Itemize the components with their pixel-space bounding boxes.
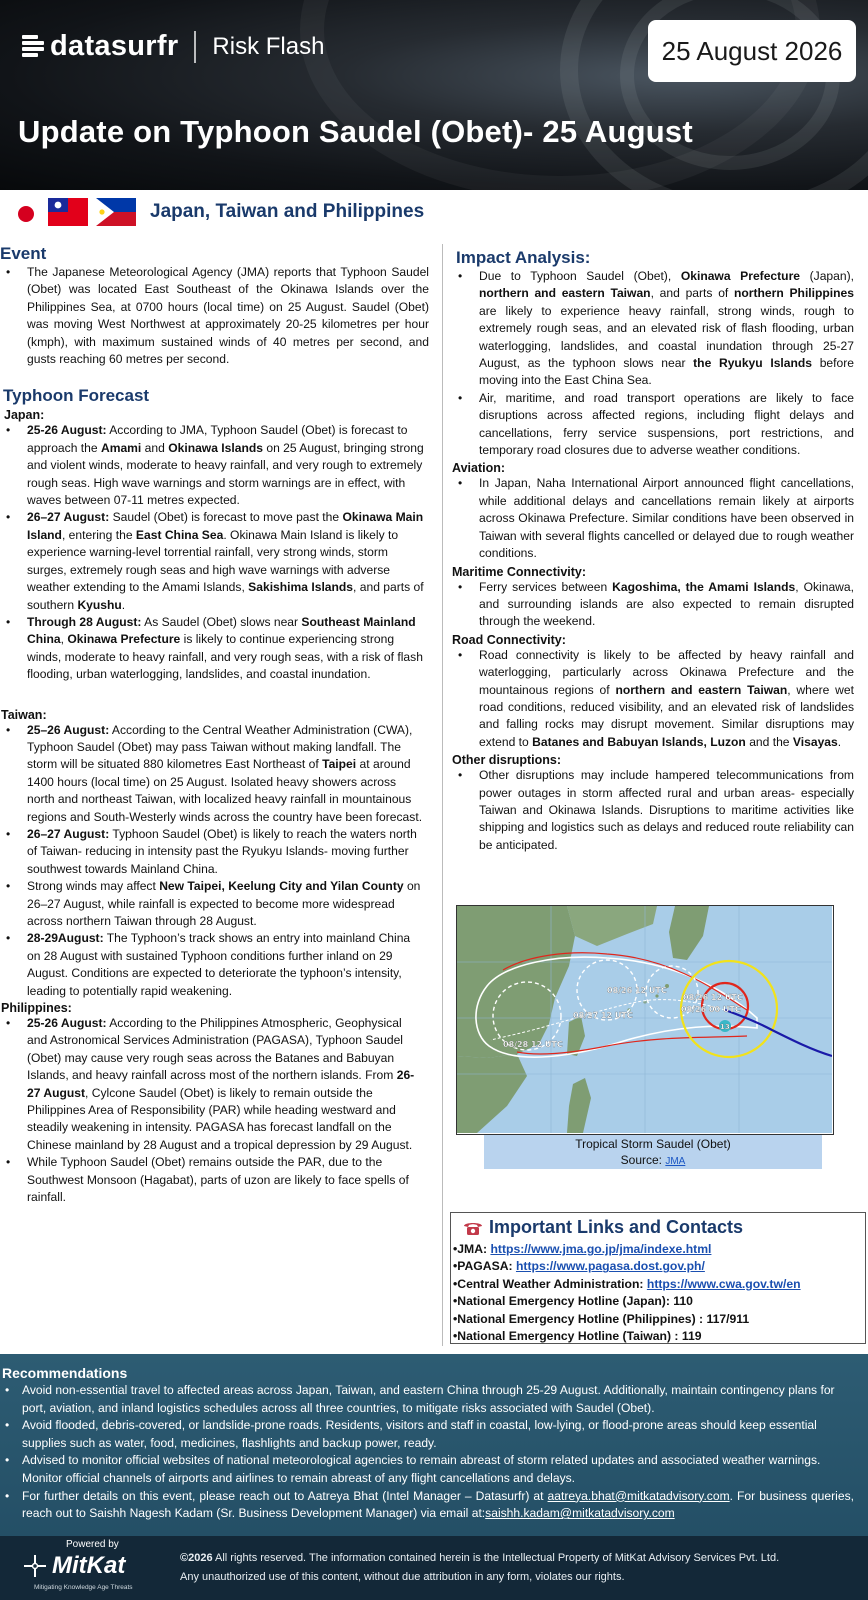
- taiwan-forecast-list: [0, 722, 435, 1001]
- philippines-label: Philippines:: [1, 1001, 72, 1016]
- list-item: • Through 28 August: As Saudel (Obet) slows near Southeast Mainland China, Okinawa Prefecture is likely to continue experiencing strong winds, moderate to heavy rainfall, and very rough seas, with a risk of flash flooding, urban waterlogging, landslides, and coastal inundation.: [0, 614, 425, 684]
- japan-flag-icon: [14, 201, 40, 223]
- link-item-jma: •JMA: https://www.jma.go.jp/jma/indexe.html: [453, 1242, 712, 1256]
- recommendations-heading: Recommendations: [2, 1365, 128, 1381]
- maritime-label: Maritime Connectivity:: [452, 564, 587, 579]
- event-list: [0, 264, 435, 368]
- road-label: Road Connectivity:: [452, 632, 566, 647]
- list-item: • Strong winds may affect New Taipei, Keelung City and Yilan County on 26–27 August, while rainfall is expected to become more widespread across northern Taiwan through 28 August.: [0, 878, 425, 930]
- pagasa-link[interactable]: https://www.pagasa.dost.gov.ph/: [515, 1259, 705, 1274]
- list-item: • 25–26 August: According to the Central Weather Administration (CWA), Typhoon Saudel (Obet) may pass Taiwan without making landfall. The storm will be situated 880 kilometres East Northeast of Taipei at around 1400 hours (local time) on 25 August. Isolated heavy showers across north and northeast Taiwan, with localized heavy rainfall in mountainous regions and South-Westerly winds across the country have been forecast.: [0, 722, 425, 826]
- taiwan-flag-icon: [48, 198, 88, 226]
- link-item-cwa: •Central Weather Administration: https://www.cwa.gov.tw/en: [453, 1276, 801, 1291]
- map-source-label: Source:: [620, 1153, 662, 1167]
- jma-link[interactable]: https://www.jma.go.jp/jma/indexe.html: [490, 1242, 712, 1256]
- list-item: • 26–27 August: Saudel (Obet) is forecast to move past the Okinawa Main Island, entering the East China Sea. Okinawa Main Island is likely to experience warning-level torrential rainfall, very strong winds, storm surges, extremely rough seas and high wave warnings with adverse weather extending to the Amami Islands, Sakishima Islands, and parts of southern Kyushu.: [0, 509, 425, 613]
- map-graphic: [457, 906, 832, 1133]
- hotline-taiwan: •National Emergency Hotline (Taiwan) : 119: [453, 1329, 702, 1344]
- datasurfr-logo: [22, 30, 178, 63]
- aviation-label: Aviation:: [452, 461, 506, 476]
- list-item: • Due to Typhoon Saudel (Obet), Okinawa Prefecture (Japan), northern and eastern Taiwan, and parts of northern Philippines are likely to experience heavy rainfall, strong winds, rough to extremely rough seas, and an elevated risk of flash flooding, urban waterlogging, landslides, and coastal inundation through 25-27 August, as the typhoon slows near the Ryukyu Islands before moving into the East China Sea.: [452, 268, 854, 390]
- hotline-philippines: •National Emergency Hotline (Philippines) : 117/911: [453, 1311, 750, 1326]
- impact-general-list: [452, 268, 854, 459]
- list-item: • 26–27 August: Typhoon Saudel (Obet) is likely to reach the waters north of Taiwan- reducing in intensity past the Ryukyu Islands- moving further southwest towards Mainland China.: [0, 826, 425, 878]
- aatreya-email-link[interactable]: aatreya.bhat@mitkatadvisory.com: [547, 1488, 730, 1503]
- event-heading: Event: [0, 244, 47, 263]
- road-list: [452, 647, 854, 751]
- aviation-list: [452, 475, 854, 562]
- map-source-link[interactable]: JMA: [665, 1156, 686, 1167]
- datasurfr-bars-icon: [22, 35, 44, 59]
- brand-lockup: [22, 30, 324, 63]
- track-label: 08/27 12 UTC: [573, 1011, 633, 1020]
- maritime-list: [452, 579, 854, 631]
- storm-number-label: 13: [720, 1023, 730, 1031]
- list-item: • For further details on this event, please reach out to Aatreya Bhat (Intel Manager – Datasurfr) at aatreya.bhat@mitkatadvisory.com. For business queries, reach out to Saishh Nagesh Kadam (Sr. Business Development Manager) via email at:saishh.kadam@mitkatadvisory.com: [0, 1488, 868, 1523]
- right-column: [452, 248, 854, 854]
- usage-notice: Any unauthorized use of this content, without due attribution in any form, violates our rights.: [180, 1571, 625, 1583]
- map-caption-title: Tropical Storm Saudel (Obet): [575, 1137, 731, 1151]
- list-item: • 28-29August: The Typhoon’s track shows an entry into mainland China on 28 August with sustained Typhoon conditions further inland on 29 August. Conditions are expected to deteriorate the typhoon’s intensity, leading to potentially rapid weakening.: [0, 930, 425, 1000]
- hotline-japan: •National Emergency Hotline (Japan): 110: [453, 1294, 693, 1309]
- taiwan-label: Taiwan:: [1, 707, 47, 722]
- report-date: 25 August 2026: [648, 20, 856, 82]
- mitkat-crosshair-icon: [22, 1553, 48, 1579]
- header-banner: [0, 0, 868, 190]
- event-text: • The Japanese Meteorological Agency (JMA) reports that Typhoon Saudel (Obet) was located East Southeast of the Okinawa Islands over the Philippines Sea, at 0700 hours (local time) on 25 August. Saudel (Obet) was moving West Northwest at approximately 20-25 kilometres per hour (kmph), with maximum sustained winds of 40 metres per second, and gusts reaching 60 metres per second.: [0, 264, 429, 368]
- list-item: • 25-26 August: According to the Philippines Atmospheric, Geophysical and Astronomical Services Administration (PAGASA), Typhoon Saudel (Obet) may cause very rough seas across the Batanes and Babuyan Islands, and heavy rainfall across most of the northern islands. From 26-27 August, Cylcone Saudel (Obet) is likely to remain outside the Philippines Area of Responsibility (PAR) while heading westward and steadily weakening in intensity. PAGASA has forecast landfall on the Chinese mainland by 28 August and a tropical depression by 29 August.: [0, 1015, 425, 1154]
- list-item: • In Japan, Naha International Airport announced flight cancellations, while additional delays and cancellations remain likely at airports across Okinawa Prefecture. Similar conditions have been observed in Taiwan with several flights cancelled or delayed due to rough weather conditions.: [452, 475, 854, 562]
- typhoon-track-map: [456, 905, 834, 1135]
- footer: [0, 1536, 868, 1600]
- map-source: [484, 1152, 822, 1170]
- list-item: • While Typhoon Saudel (Obet) remains outside the PAR, due to the Southwest Monsoon (Hagabat), parts of uzon are likely to face spells of rainfall.: [0, 1154, 425, 1206]
- japan-forecast-list: [0, 422, 435, 683]
- page-title: Update on Typhoon Saudel (Obet)- 25 August: [18, 114, 693, 149]
- track-label: 08/28 12 UTC: [503, 1040, 563, 1049]
- mitkat-tagline: Mitigating Knowledge Age Threats: [34, 1584, 133, 1591]
- track-label: 08/26 00 UTC: [681, 1005, 741, 1014]
- track-label: 08/26 12 UTC: [683, 993, 743, 1002]
- other-list: [452, 767, 854, 854]
- recommendations-list: [0, 1382, 868, 1523]
- brand-divider: [194, 31, 196, 63]
- track-label: 08/26 12 UTC: [607, 986, 667, 995]
- philippines-flag-icon: [96, 198, 136, 226]
- left-column: [0, 244, 435, 1207]
- telephone-icon: [463, 1220, 483, 1236]
- region-bar: [14, 198, 424, 226]
- region-title: Japan, Taiwan and Philippines: [150, 201, 425, 222]
- list-item: • Avoid non-essential travel to affected areas across Japan, Taiwan, and eastern China through 25-29 August. Additionally, maintain contingency plans for port, aviation, and inland logistics schedules across all three countries, to mitigate risks associated with Saudel (Obet).: [0, 1382, 868, 1417]
- list-item: • 25-26 August: According to JMA, Typhoon Saudel (Obet) is forecast to approach the Amami and Okinawa Islands on 25 August, bringing strong and violent winds, moderate to heavy rainfall, and very rough to extremely rough seas. High wave warnings and storm warnings are in effect, with waves between 07-11 metres expected.: [0, 422, 425, 509]
- list-item: • Ferry services between Kagoshima, the Amami Islands, Okinawa, and surrounding islands are also expected to remain disrupted through the weekend.: [452, 579, 854, 631]
- japan-label: Japan:: [4, 408, 45, 423]
- list-item: • Air, maritime, and road transport operations are likely to face disruptions across affected regions, including flight delays and cancellations, ferry service suspensions, port restrictions, and temporary road closures due to adverse weather conditions.: [452, 390, 854, 460]
- links-contacts-box: [450, 1212, 866, 1344]
- mitkat-name: MitKat: [52, 1552, 126, 1579]
- cwa-link[interactable]: https://www.cwa.gov.tw/en: [646, 1276, 801, 1291]
- recommendations-panel: [0, 1354, 868, 1536]
- other-label: Other disruptions:: [452, 753, 562, 768]
- column-divider: [442, 244, 443, 1346]
- copyright-notice: ©2026 All rights reserved. The information contained herein is the Intellectual Property of MitKat Advisory Services Pvt. Ltd. Any unauthorized use of this content, without due attribution in any form, violates our rights.: [180, 1549, 779, 1587]
- list-item: • Advised to monitor official websites of national meteorological agencies to remain abreast of storm related updates and associated weather warnings. Monitor official channels of airports and airlines to remain abreast of any flight cancellations and delays.: [0, 1452, 868, 1487]
- forecast-heading: Typhoon Forecast: [3, 386, 150, 406]
- list-item: • Other disruptions may include hampered telecommunications from power outages in storm affected rural and urban areas- especially Taiwan and Okinawa Islands. Disruptions to maritime activities like shipping and logistics such as delays and reduced route reliability can be anticipated.: [452, 767, 854, 854]
- saishh-email-link[interactable]: saishh.kadam@mitkatadvisory.com: [485, 1506, 675, 1521]
- link-item-pagasa: •PAGASA: https://www.pagasa.dost.gov.ph/: [453, 1259, 705, 1274]
- links-title-text: Important Links and Contacts: [489, 1217, 744, 1237]
- list-item: • Avoid flooded, debris-covered, or landslide-prone roads. Residents, visitors and staff in coastal, low-lying, or flood-prone areas should keep essential supplies such as water, food, medicines, flashlights and backup power, ready.: [0, 1417, 868, 1452]
- list-item: • Road connectivity is likely to be affected by heavy rainfall and waterlogging, particularly across Okinawa Prefecture and the mountainous regions of northern and eastern Taiwan, where wet road conditions, reduced visibility, and an elevated risk of landslides and falling rocks may disrupt movement. Similar disruptions may extend to Batanes and Babuyan Islands, Luzon and the Visayas.: [452, 647, 854, 751]
- philippines-forecast-list: [0, 1015, 435, 1206]
- impact-heading: Impact Analysis:: [456, 248, 591, 267]
- powered-by-label: Powered by: [66, 1539, 119, 1550]
- brand-name: datasurfr: [50, 30, 179, 62]
- product-name: Risk Flash: [212, 32, 325, 60]
- mitkat-logo: [22, 1552, 125, 1580]
- links-title: [463, 1217, 865, 1238]
- map-caption: [484, 1135, 822, 1169]
